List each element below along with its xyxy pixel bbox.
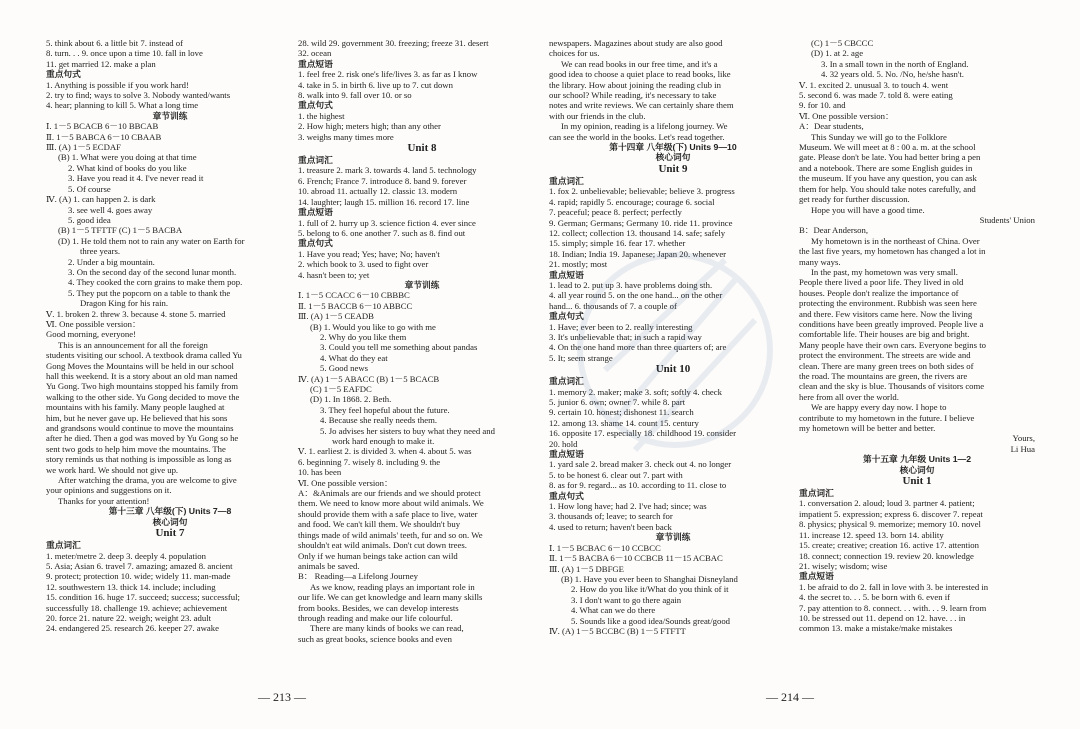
answer-line: 1. treasure 2. mark 3. towards 4. land 5. technology [298, 165, 477, 176]
answer-line: 28. wild 29. government 30. freezing; freeze 31. desert [298, 38, 489, 48]
sub-answer-line: 5. They put the popcorn on a table to thank the [68, 287, 231, 298]
indented-line: In my opinion, reading is a lifelong journey. We [561, 121, 728, 132]
answer-line: story reminds us that nothing is impossible as long as [46, 454, 232, 465]
section-heading: 重点词汇 [549, 175, 584, 186]
answer-line: them for help. You should take notes carefully, and [799, 183, 976, 194]
section-heading: 重点句式 [298, 238, 333, 249]
unit-heading: Unit 9 [658, 162, 688, 175]
answer-line: 8. walk into 9. fall over 10. or so [298, 90, 412, 101]
answer-line: with our friends in the club. [549, 110, 646, 121]
answer-line: clean and the sky is blue. Thousands of visitors come [799, 381, 985, 392]
answer-line: Ⅱ. 1－5 BACCB 6－10 ABBCC [298, 300, 413, 311]
answer-line: 4. take in 5. in birth 6. live up to 7. cut down [298, 79, 453, 90]
answer-line: from books. Besides, we can develop interests [298, 602, 459, 613]
answer-line: 14. laughter; laugh 15. million 16. record 17. line [298, 196, 470, 207]
column-4 [799, 38, 1035, 634]
answer-line: 16. opposite 17. especially 18. childhood 19. consider [549, 428, 736, 439]
answer-line: 12. among 13. shame 14. count 15. century [549, 417, 699, 428]
answer-line: 8. physics; physical 9. memorize; memory 10. novel [799, 519, 981, 530]
answer-line: the museum. If you have any question, you can ask [799, 173, 977, 184]
indented-line: There are many kinds of books we can read, [310, 623, 464, 634]
answer-line: Ⅲ. (A) 1－5 ECDAF [46, 142, 121, 153]
answer-line: 7. pay attention to 8. connect. . . with. . . 9. learn from [799, 602, 987, 613]
answer-line: 6. beginning 7. wisely 8. including 9. the [298, 456, 441, 467]
answer-line: 6. French; France 7. introduce 8. band 9. forever [298, 175, 467, 186]
answer-line: 2. try to find; ways to solve 3. Nobody wanted/wants [46, 90, 231, 101]
answer-line: Ⅳ. (A) 1－5 ABACC (B) 1－5 BCACB [298, 373, 440, 384]
answer-line: Ⅰ. 1－5 CCACC 6－10 CBBBC [298, 290, 410, 301]
answer-line: 4. the secret to. . . 5. be born with 6. even if [799, 592, 951, 603]
section-heading: 重点短语 [799, 571, 834, 582]
answer-line: 9. for 10. and [799, 100, 846, 111]
answer-line: 5. second 6. was made 7. told 8. were eating [799, 90, 953, 101]
answer-line: 9. certain 10. honest; dishonest 11. search [549, 407, 694, 418]
answer-line: through reading and make our life colourful. [298, 612, 453, 623]
answer-line: and a notebook. There are some English guides in [799, 162, 973, 173]
answer-line: animals be saved. [298, 560, 360, 571]
answer-line: 1. feel free 2. risk one's life/lives 3. as far as I know [298, 69, 478, 80]
answer-line: 1. full of 2. hurry up 3. science fiction 4. ever since [298, 217, 476, 228]
answer-line: after he died. Then a god was moved by Yu Gong so he [46, 433, 239, 444]
chapter-heading: 第十四章 八年级(下) Units 9—10 [609, 142, 737, 153]
sub-answer-line: 4. They cooked the corn grains to make them pop. [68, 277, 243, 288]
answer-line: hall this weekend. It is a story about an old man named [46, 371, 238, 381]
section-heading: 重点句式 [46, 69, 81, 80]
chapter-heading: 核心词句 [655, 152, 691, 163]
continuation-line: work hard enough to make it. [332, 436, 435, 447]
section-heading: 重点句式 [549, 490, 584, 501]
answer-line: 1. Anything is possible if you work hard! [46, 79, 189, 90]
answer-line: successfully 18. challenge 19. achieve; achievement [46, 602, 228, 613]
answer-line: 9. protect; protection 10. wide; widely 11. man-made [46, 571, 231, 582]
answer-line: here from all over the world. [799, 391, 899, 402]
answer-line: the last five years, my hometown has changed a lot in [799, 246, 986, 257]
answer-line: 4. rapid; rapidly 5. encourage; courage 6. social [549, 196, 715, 207]
indented-line: Thanks for your attention! [58, 495, 150, 506]
section-heading: 重点句式 [549, 311, 584, 322]
answer-line: the library. How about joining the reading club in [549, 79, 721, 90]
indented-line: This is an announcement for all the foreign [58, 339, 208, 350]
section-heading: 重点词汇 [799, 488, 834, 499]
answer-line: Only if we human beings take action can wild [298, 550, 458, 561]
answer-line: A：Dear students, [799, 121, 864, 132]
answer-line: 11. increase 12. speed 13. born 14. ability [799, 529, 944, 540]
answer-line: Yu Gong. Two high mountains stopped his family from [46, 381, 239, 392]
indented-line: In the past, my hometown was very small. [811, 266, 958, 277]
answer-line: 21. wisely; wisdom; wise [799, 560, 888, 571]
sub-answer-line: 3. Have you read it 4. I've never read it [68, 173, 204, 184]
unit-heading: Unit 7 [155, 527, 185, 540]
answer-line: 32. ocean [298, 48, 332, 59]
answer-line: 21. mostly; most [549, 259, 608, 270]
answer-line: our life. We can get knowledge and learn many skills [298, 592, 483, 603]
indented-line: (B) 1. Would you like to go with me [310, 321, 436, 332]
answer-line: 1. Have you read; Yes; have; No; haven't [298, 248, 440, 259]
answer-line: impatient 5. expression; express 6. discover 7. repeat [799, 508, 983, 519]
section-heading: 重点短语 [298, 58, 333, 69]
continuation-line: three years. [80, 246, 121, 257]
sub-answer-line: 2. Why do you like them [320, 331, 407, 342]
answer-line: good idea to choose a quiet place to read books, like [549, 69, 731, 80]
sub-answer-line: 3. They feel hopeful about the future. [320, 404, 450, 415]
answer-line: 1. conversation 2. aloud; loud 3. partner 4. patient; [799, 498, 975, 509]
section-heading: 重点句式 [298, 100, 333, 111]
answer-line: Ⅲ. (A) 1－5 DBFGE [549, 563, 624, 574]
sub-answer-line: 3. In a small town in the north of England. [821, 58, 969, 69]
chapter-heading: 章节训练 [655, 532, 691, 543]
signature-line: Students' Union [979, 214, 1035, 225]
answer-line: 18. Indian; India 19. Japanese; Japan 20. whenever [549, 248, 727, 259]
answer-line: protect the environment. The streets are wide and [799, 350, 971, 361]
answer-line: notes and write reviews. We can certainly share them [549, 100, 734, 111]
answer-line: mountains with his family. Many people laughed at [46, 402, 225, 413]
answer-line: him, but he never gave up. He believed that his sons [46, 412, 228, 423]
sub-answer-line: 4. What can we do there [571, 605, 656, 616]
answer-line: 1. lead to 2. put up 3. have problems doing sth. [549, 279, 713, 290]
answer-line: we work hard. We should not give up. [46, 464, 179, 475]
answer-line: 12. southwestern 13. thick 14. include; including [46, 581, 216, 592]
chapter-heading: 第十五章 九年级 Units 1—2 [862, 454, 972, 465]
chapter-heading: 核心词句 [899, 464, 935, 475]
answer-line: protecting the environment. Rubbish was seen here [799, 298, 977, 309]
sub-answer-line: 2. What kind of books do you like [68, 162, 187, 173]
sub-answer-line: 3. see well 4. goes away [68, 204, 153, 215]
answer-line: Ⅴ. 1. excited 2. unusual 3. to touch 4. went [799, 79, 949, 90]
answer-line: Ⅳ. (A) 1－5 BCCBC (B) 1－5 FTFTT [549, 625, 686, 636]
indented-line: We are happy every day now. I hope to [811, 402, 947, 413]
answer-line: get ready for further discussion. [799, 194, 910, 205]
answer-line: 9. German; Germans; Germany 10. ride 11. province [549, 217, 733, 228]
answer-line: 7. peaceful; peace 8. perfect; perfectly [549, 207, 682, 218]
indented-line: After watching the drama, you are welcome to give [58, 475, 237, 486]
answer-line: many ways. [799, 256, 841, 267]
answer-line: and there. Few visitors came here. Now the living [799, 308, 973, 319]
answer-line: such as great books, science books and even [298, 633, 452, 644]
indented-line: My hometown is in the northeast of China. Over [811, 235, 980, 246]
sub-answer-line: 3. On the second day of the second lunar month. [68, 266, 237, 277]
answer-line: Ⅱ. 1－5 BACBA 6－10 CCBCB 11－15 ACBAC [549, 553, 723, 564]
section-heading: 重点词汇 [549, 376, 584, 387]
answer-line: can see the world in the books. Let's read together. [549, 131, 725, 142]
answer-line: 5. belong to 6. one another 7. such as 8. find out [298, 227, 466, 238]
answer-line: 1. fox 2. unbelievable; believable; believe 3. progress [549, 186, 735, 197]
answer-line: Ⅴ. 1. earliest 2. is divided 3. when 4. about 5. was [298, 446, 472, 457]
indented-line: Hope you will have a good time. [811, 204, 925, 215]
answer-line: contribute to my hometown in the future. I believe [799, 412, 975, 423]
answer-line: conditions have been greatly improved. People live a [799, 318, 984, 329]
sub-answer-line: 3. I don't want to go there again [571, 594, 682, 605]
answer-line: 5. It; seem strange [549, 352, 613, 363]
section-heading: 重点词汇 [298, 155, 333, 166]
indented-line: This Sunday we will go to the Folklore [811, 131, 947, 142]
indented-line: (D) 1. He told them not to rain any water on Earth for [58, 235, 245, 246]
column-1 [46, 38, 294, 634]
answer-line: 3. weighs many times more [298, 131, 394, 142]
column-2 [298, 38, 546, 644]
unit-heading: Unit 8 [407, 142, 437, 155]
answer-line: Ⅵ. One possible version： [799, 110, 894, 121]
answer-line: houses. People don't realize the importance of [799, 287, 959, 298]
section-heading: 重点词汇 [46, 540, 81, 551]
chapter-heading: 章节训练 [152, 110, 188, 121]
answer-line: People there lived a poor life. They lived in old [799, 277, 964, 288]
column-3 [549, 38, 797, 636]
answer-line: 24. endangered 25. research 26. keeper 27. awake [46, 623, 219, 634]
answer-line: 20. force 21. nature 22. weigh; weight 23. adult [46, 612, 212, 623]
answer-line: 4. hear; planning to kill 5. What a long time [46, 100, 199, 111]
section-heading: 重点短语 [298, 207, 333, 218]
answer-line: the road. The mountains are green, the rivers are [799, 371, 968, 381]
answer-line: gate. Please don't be late. You had better bring a pen [799, 152, 981, 163]
answer-line: my hometown will be better and better. [799, 423, 936, 434]
answer-line: 4. used to return; haven't been back [549, 521, 672, 532]
answer-line: Ⅲ. (A) 1－5 CEADB [298, 311, 374, 322]
answer-line: Ⅱ. 1－5 BABCA 6－10 CBAAB [46, 131, 162, 142]
sub-answer-line: 3. Could you tell me something about pandas [320, 342, 478, 353]
chapter-heading: 第十三章 八年级(下) Units 7—8 [108, 506, 232, 517]
answer-line: and food. We can't kill them. We shouldn't buy [298, 519, 461, 530]
answer-line: shouldn't eat wild animals. Don't cut down trees. [298, 540, 467, 551]
answer-line: 1. meter/metre 2. deep 3. deeply 4. population [46, 550, 206, 561]
answer-line: things made of wild animals' teeth, fur and so on. We [298, 529, 483, 540]
sub-answer-line: 4. What do they eat [320, 352, 388, 363]
chapter-heading: 核心词句 [152, 516, 188, 527]
answer-line: 15. condition 16. huge 17. succeed; success; successful; [46, 592, 240, 603]
answer-line: 3. thousands of; leave; to search for [549, 511, 673, 522]
indented-line: (C) 1－5 EAFDC [310, 384, 372, 394]
answer-line: Gong Moves the Mountains will be held in our school [46, 360, 234, 371]
sub-answer-line: 5. Jo advises her sisters to buy what they need and [320, 425, 495, 436]
page-number-left: — 213 — [258, 690, 306, 704]
answer-line: common 13. make a mistake/make mistakes [799, 623, 953, 634]
answer-line: 8. as for 9. regard... as 10. according to 11. close to [549, 480, 727, 491]
answer-line: comfortable life. Their houses are big and bright. [799, 329, 970, 340]
answer-line: 4. all year round 5. on the one hand... on the other [549, 290, 723, 301]
answer-line: 10. abroad 11. actually 12. classic 13. modern [298, 186, 458, 197]
page-number-right: — 214 — [766, 690, 814, 704]
answer-line: clean. There are many green trees on both sides of [799, 360, 974, 371]
answer-line: 1. be afraid to do 2. fall in love with 3. be interested in [799, 581, 989, 592]
answer-line: 1. memory 2. maker; make 3. soft; softly 4. check [549, 386, 722, 397]
answer-line: B： Reading—a Lifelong Journey [298, 571, 418, 582]
answer-line: 5. to be honest 6. clear out 7. part with [549, 469, 683, 480]
answer-line: them. We need to know more about wild animals. We [298, 498, 484, 509]
indented-line: We can read books in our free time, and it's a [561, 58, 718, 69]
answer-line: Ⅰ. 1－5 BCACB 6－10 BBCAB [46, 121, 159, 132]
answer-line: 10. has been [298, 467, 342, 478]
sub-answer-line: 5. good idea [68, 214, 111, 225]
indented-line: As we know, reading plays an important role in [310, 581, 475, 592]
answer-line: our school? While reading, it's necessary to take [549, 90, 717, 101]
answer-line: 18. connect; connection 19. review 20. knowledge [799, 550, 974, 561]
answer-line: choices for us. [549, 48, 600, 59]
sub-answer-line: 2. Under a big mountain. [68, 256, 155, 267]
unit-heading: Unit 1 [902, 475, 932, 488]
answer-line: 1. yard sale 2. bread maker 3. check out 4. no longer [549, 459, 732, 470]
answer-line: your opinions and suggestions on it. [46, 485, 172, 496]
sub-answer-line: 4. Because she really needs them. [320, 415, 437, 426]
indented-line: (B) 1. What were you doing at that time [58, 152, 197, 163]
answer-line: 20. hold [549, 438, 578, 449]
answer-line: 4. hasn't been to; yet [298, 269, 370, 280]
answer-line: Ⅰ. 1－5 BCBAC 6－10 CCBCC [549, 542, 661, 553]
answer-line: newspapers. Magazines about study are also good [549, 38, 723, 48]
indented-line: (B) 1. Have you ever been to Shanghai Disneyland [561, 573, 738, 584]
chapter-heading: 章节训练 [404, 279, 440, 290]
answer-line: Museum. We will meet at 8 : 00 a. m. at the school [799, 142, 976, 153]
answer-line: 5. junior 6. own; owner 7. while 8. part [549, 397, 686, 407]
answer-line: 2. which book to 3. used to fight over [298, 259, 429, 270]
sub-answer-line: 4. 32 years old. 5. No. /No, he/she hasn't. [821, 69, 964, 80]
indented-line: (B) 1－5 TFTTF (C) 1－5 BACBA [58, 225, 183, 236]
answer-line: 15. simply; simple 16. fear 17. whether [549, 238, 686, 249]
answer-line: 1. How long have; had 2. I've had; since; was [549, 501, 707, 512]
indented-line: (D) 1. at 2. age [811, 48, 864, 59]
unit-heading: Unit 10 [655, 363, 691, 376]
answer-line: hand... 6. thousands of 7. a couple of [549, 300, 677, 311]
answer-line: Ⅵ. One possible version： [298, 477, 393, 488]
answer-line: 4. On the one hand more than three quarters of; are [549, 342, 727, 353]
answer-line: 15. create; creative; creation 16. active 17. attention [799, 540, 979, 551]
answer-line: Ⅵ. One possible version： [46, 318, 141, 329]
answer-line: 1. the highest [298, 110, 345, 121]
answer-line: Ⅴ. 1. broken 2. threw 3. because 4. stone 5. married [46, 308, 226, 319]
answer-line: A：&Animals are our friends and we should protect [298, 488, 481, 499]
section-heading: 重点短语 [549, 269, 584, 280]
continuation-line: Dragon King for his rain. [80, 298, 169, 309]
answer-line: 2. How high; meters high; than any other [298, 121, 441, 132]
answer-line: Many people have their own cars. Everyone begins to [799, 339, 986, 350]
sub-answer-line: 5. Sounds like a good idea/Sounds great/good [571, 615, 731, 626]
answer-line: 5. think about 6. a little bit 7. instead of [46, 38, 184, 48]
answer-line: 11. get married 12. make a plan [46, 58, 156, 69]
indented-line: (D) 1. In 1868. 2. Beth. [310, 394, 392, 405]
sub-answer-line: 5. Good news [320, 363, 369, 374]
answer-line: 12. collect; collection 13. thousand 14. safe; safely [549, 227, 726, 238]
answer-line: Good morning, everyone! [46, 329, 136, 340]
section-heading: 重点短语 [549, 449, 584, 460]
answer-line: 5. Asia; Asian 6. travel 7. amazing; amazed 8. ancient [46, 560, 233, 571]
sub-answer-line: 5. Of course [68, 183, 111, 194]
answer-line: 1. Have; ever been to 2. really interesting [549, 321, 693, 332]
indented-line: (C) 1－5 CBCCC [811, 38, 874, 48]
answer-line: 10. be stressed out 11. depend on 12. have. . . in [799, 612, 966, 623]
answer-line: sent two gods to help him move the mountains. The [46, 443, 226, 454]
answer-line: B：Dear Anderson, [799, 225, 869, 236]
signature-line: Yours, [1012, 433, 1035, 444]
answer-line: should provide them with a safe place to live, water [298, 508, 478, 519]
answer-line: and grandsons would continue to move the mountains [46, 423, 234, 434]
answer-line: Ⅳ. (A) 1. can happen 2. is dark [46, 194, 156, 205]
answer-line: 8. turn. . . 9. once upon a time 10. fall in love [46, 48, 203, 59]
answer-line: 3. It's unbelievable that; in such a rapid way [549, 331, 702, 342]
answer-line: walking to the other side. Yu Gong decided to move the [46, 391, 240, 402]
signature-line: Li Hua [1010, 443, 1035, 454]
answer-line: students visiting our school. A textbook drama called Yu [46, 350, 242, 361]
sub-answer-line: 2. How do you like it/What do you think of it [571, 584, 729, 595]
